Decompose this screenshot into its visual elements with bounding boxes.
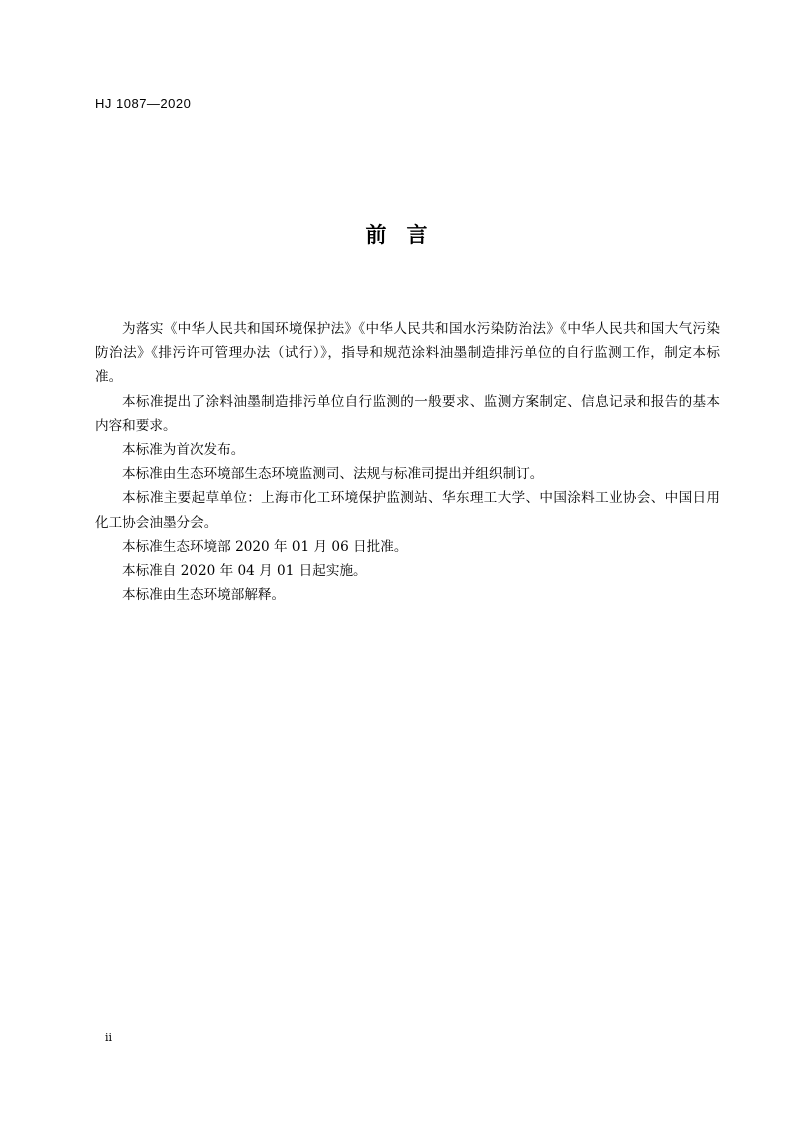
paragraph-purpose: 为落实《中华人民共和国环境保护法》《中华人民共和国水污染防治法》《中华人民共和国大气污染防治法》《排污许可管理办法（试行）》，指导和规范涂料油墨制造排污单位的自行监测工作，制定本标准。: [95, 321, 720, 386]
paragraph-drafters: 本标准主要起草单位：上海市化工环境保护监测站、华东理工大学、中国涂料工业协会、中国日用化工协会油墨分会。: [95, 490, 720, 531]
page-title: 前言: [365, 223, 448, 247]
paragraph-interpretation: 本标准由生态环境部解释。: [122, 587, 286, 604]
paragraph-effective-date: 本标准自 2020 年 04 月 01 日起实施。: [122, 563, 367, 580]
preface-body: [95, 317, 720, 607]
paragraph-scope: 本标准提出了涂料油墨制造排污单位自行监测的一般要求、监测方案制定、信息记录和报告的基本内容和要求。: [95, 393, 720, 434]
paragraph-approval-date: 本标准生态环境部 2020 年 01 月 06 日批准。: [122, 538, 408, 555]
paragraph-first-release: 本标准为首次发布。: [122, 442, 245, 459]
document-code: HJ 1087—2020: [95, 96, 192, 111]
page-number: ii: [105, 1031, 113, 1044]
paragraph-proposer: 本标准由生态环境部生态环境监测司、法规与标准司提出并组织制订。: [122, 466, 544, 483]
